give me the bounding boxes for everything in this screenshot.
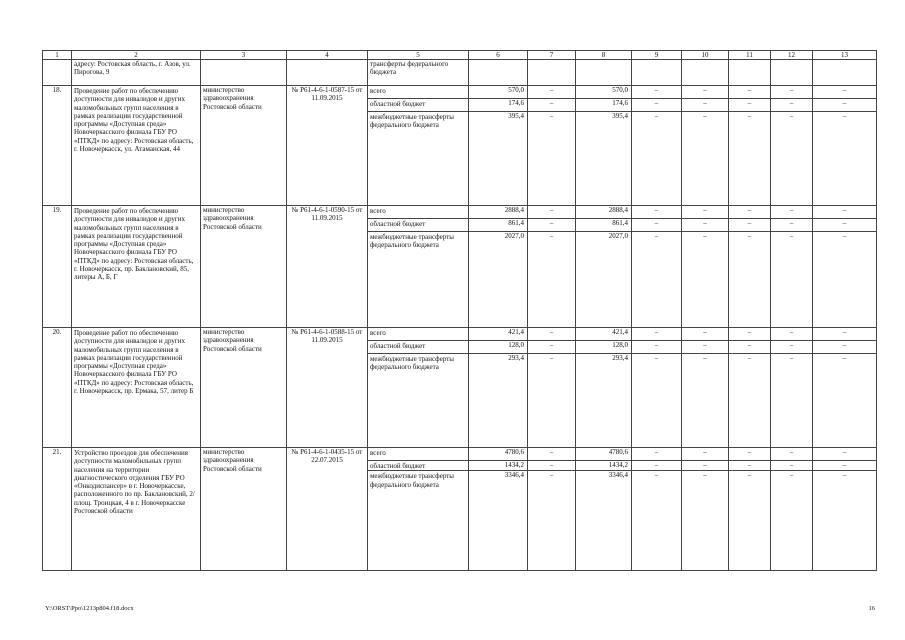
value-cell-c7: – bbox=[528, 354, 576, 448]
value-cell-c7: – bbox=[528, 86, 576, 99]
header-col-9: 9 bbox=[632, 51, 682, 60]
value-cell-c11: – bbox=[729, 219, 771, 232]
value-cell-c7: – bbox=[528, 232, 576, 328]
value-cell-c10: – bbox=[682, 328, 729, 341]
value-cell-c10: – bbox=[682, 206, 729, 219]
row-number: 18. bbox=[43, 86, 72, 206]
value-cell-c11: – bbox=[729, 112, 771, 206]
value-cell-c12: – bbox=[771, 471, 813, 571]
value-cell-c9: – bbox=[632, 448, 682, 461]
value-cell-c8: 2027,0 bbox=[576, 232, 632, 328]
value-cell-c11: – bbox=[729, 448, 771, 461]
value-cell-c13: – bbox=[813, 354, 877, 448]
object-name: Проведение работ по обеспечению доступности для инвалидов и других маломобильных групп населения в рамках реализации государственной программы «Доступная среда» Новочеркасского филиала ГБУ РО «ПТКД» по адресу: Ростовская область, г. Новочеркасск, пр. Баклановский, 85, литеры А, Б, Г bbox=[72, 206, 201, 328]
continuation-address: адресу: Ростовская область, г. Азов, ул. Пирогова, 9 bbox=[72, 60, 201, 86]
value-cell-c13: – bbox=[813, 471, 877, 571]
value-cell-c6: 861,4 bbox=[469, 219, 528, 232]
continuation-num bbox=[43, 60, 72, 86]
funding-source: всего bbox=[368, 448, 469, 461]
row-number: 21. bbox=[43, 448, 72, 571]
value-cell-c8: 861,4 bbox=[576, 219, 632, 232]
value-cell-c11: – bbox=[729, 86, 771, 99]
value-cell-c8: 4780,6 bbox=[576, 448, 632, 461]
continuation-source: трансферты федерального бюджета bbox=[368, 60, 469, 86]
header-col-8: 8 bbox=[576, 51, 632, 60]
responsible-ministry: министерство здравоохранения Ростовской области bbox=[201, 328, 287, 448]
value-cell-c10: – bbox=[682, 354, 729, 448]
value-cell-c13: – bbox=[813, 328, 877, 341]
value-cell-c13: – bbox=[813, 99, 877, 112]
value-cell-c13: – bbox=[813, 448, 877, 461]
responsible-ministry: министерство здравоохранения Ростовской области bbox=[201, 448, 287, 571]
value-cell-c12: – bbox=[771, 219, 813, 232]
funding-source: межбюджетные трансферты федерального бюджета bbox=[368, 232, 469, 328]
continuation-c12 bbox=[771, 60, 813, 86]
value-cell-c9: – bbox=[632, 328, 682, 341]
header-col-5: 5 bbox=[368, 51, 469, 60]
header-col-6: 6 bbox=[469, 51, 528, 60]
funding-source: областной бюджет bbox=[368, 99, 469, 112]
value-cell-c9: – bbox=[632, 86, 682, 99]
continuation-c11 bbox=[729, 60, 771, 86]
document-sheet bbox=[42, 50, 876, 571]
value-cell-c11: – bbox=[729, 232, 771, 328]
funding-source: межбюджетные трансферты федерального бюджета bbox=[368, 471, 469, 571]
value-cell-c6: 174,6 bbox=[469, 99, 528, 112]
value-cell-c6: 2027,0 bbox=[469, 232, 528, 328]
row-number: 20. bbox=[43, 328, 72, 448]
funding-source: областной бюджет bbox=[368, 341, 469, 354]
value-cell-c12: – bbox=[771, 206, 813, 219]
value-cell-c11: – bbox=[729, 206, 771, 219]
funding-source: межбюджетные трансферты федерального бюджета bbox=[368, 354, 469, 448]
value-cell-c7: – bbox=[528, 341, 576, 354]
header-col-12: 12 bbox=[771, 51, 813, 60]
value-cell-c10: – bbox=[682, 219, 729, 232]
funding-source: всего bbox=[368, 206, 469, 219]
funding-source: всего bbox=[368, 86, 469, 99]
value-cell-c9: – bbox=[632, 206, 682, 219]
value-cell-c7: – bbox=[528, 328, 576, 341]
header-col-3: 3 bbox=[201, 51, 287, 60]
value-cell-c8: 293,4 bbox=[576, 354, 632, 448]
value-cell-c12: – bbox=[771, 328, 813, 341]
responsible-ministry: министерство здравоохранения Ростовской области bbox=[201, 86, 287, 206]
value-cell-c12: – bbox=[771, 99, 813, 112]
value-cell-c13: – bbox=[813, 112, 877, 206]
value-cell-c8: 421,4 bbox=[576, 328, 632, 341]
value-cell-c12: – bbox=[771, 461, 813, 471]
continuation-c8 bbox=[576, 60, 632, 86]
value-cell-c6: 2888,4 bbox=[469, 206, 528, 219]
funding-source: межбюджетные трансферты федерального бюджета bbox=[368, 112, 469, 206]
value-cell-c9: – bbox=[632, 112, 682, 206]
value-cell-c11: – bbox=[729, 341, 771, 354]
value-cell-c6: 4780,6 bbox=[469, 448, 528, 461]
value-cell-c13: – bbox=[813, 219, 877, 232]
value-cell-c13: – bbox=[813, 341, 877, 354]
value-cell-c10: – bbox=[682, 86, 729, 99]
value-cell-c9: – bbox=[632, 99, 682, 112]
value-cell-c8: 3346,4 bbox=[576, 471, 632, 571]
continuation-row bbox=[43, 60, 877, 86]
value-cell-c6: 128,0 bbox=[469, 341, 528, 354]
continuation-c9 bbox=[632, 60, 682, 86]
value-cell-c12: – bbox=[771, 448, 813, 461]
value-cell-c9: – bbox=[632, 232, 682, 328]
value-cell-c11: – bbox=[729, 471, 771, 571]
value-cell-c8: 570,0 bbox=[576, 86, 632, 99]
table-row bbox=[43, 448, 877, 461]
object-name: Проведение работ по обеспечению доступности для инвалидов и других маломобильных групп населения в рамках реализации государственной программы «Доступная среда» Новочеркасского филиала ГБУ РО «ПТКД» по адресу: Ростовская область, г. Новочеркасск, ул. Атаманская, 44 bbox=[72, 86, 201, 206]
value-cell-c6: 570,0 bbox=[469, 86, 528, 99]
value-cell-c6: 1434,2 bbox=[469, 461, 528, 471]
value-cell-c6: 395,4 bbox=[469, 112, 528, 206]
value-cell-c11: – bbox=[729, 99, 771, 112]
value-cell-c10: – bbox=[682, 112, 729, 206]
object-name: Проведение работ по обеспечению доступности для инвалидов и других маломобильных групп населения в рамках реализации государственной программы «Доступная среда» Новочеркасского филиала ГБУ РО «ПТКД» по адресу: Ростовская область, г. Новочеркасск, пр. Ермака, 57, литер Б bbox=[72, 328, 201, 448]
continuation-c10 bbox=[682, 60, 729, 86]
value-cell-c12: – bbox=[771, 354, 813, 448]
value-cell-c9: – bbox=[632, 341, 682, 354]
value-cell-c12: – bbox=[771, 232, 813, 328]
funding-source: областной бюджет bbox=[368, 219, 469, 232]
continuation-c7 bbox=[528, 60, 576, 86]
header-col-11: 11 bbox=[729, 51, 771, 60]
expert-conclusion: № Р61-4-6-1-0590-15 от 11.09.2015 bbox=[287, 206, 368, 328]
value-cell-c9: – bbox=[632, 354, 682, 448]
value-cell-c9: – bbox=[632, 471, 682, 571]
value-cell-c8: 1434,2 bbox=[576, 461, 632, 471]
responsible-ministry: министерство здравоохранения Ростовской области bbox=[201, 206, 287, 328]
table-row bbox=[43, 206, 877, 219]
value-cell-c13: – bbox=[813, 461, 877, 471]
value-cell-c8: 395,4 bbox=[576, 112, 632, 206]
value-cell-c13: – bbox=[813, 206, 877, 219]
object-name: Устройство проездов для обеспечения доступности маломобильных групп населения на территории диагностического отделения ГБУ РО «Онкодиспансер» в г. Новочеркасске, расположенного по пр. Баклановский, 2/ площ. Троицкая, 4 в г. Новочеркасске Ростовской области bbox=[72, 448, 201, 571]
value-cell-c13: – bbox=[813, 232, 877, 328]
value-cell-c11: – bbox=[729, 461, 771, 471]
funding-source: областной бюджет bbox=[368, 461, 469, 471]
value-cell-c9: – bbox=[632, 461, 682, 471]
page-number: 16 bbox=[868, 605, 875, 612]
value-cell-c10: – bbox=[682, 99, 729, 112]
table-row bbox=[43, 86, 877, 99]
header-col-4: 4 bbox=[287, 51, 368, 60]
value-cell-c10: – bbox=[682, 232, 729, 328]
header-row bbox=[43, 51, 877, 60]
continuation-c6 bbox=[469, 60, 528, 86]
budget-table bbox=[42, 50, 877, 571]
expert-conclusion: № Р61-4-6-1-0435-15 от 22.07.2015 bbox=[287, 448, 368, 571]
header-col-13: 13 bbox=[813, 51, 877, 60]
header-col-7: 7 bbox=[528, 51, 576, 60]
value-cell-c6: 3346,4 bbox=[469, 471, 528, 571]
continuation-conclusion bbox=[287, 60, 368, 86]
continuation-ministry bbox=[201, 60, 287, 86]
value-cell-c12: – bbox=[771, 112, 813, 206]
value-cell-c12: – bbox=[771, 341, 813, 354]
value-cell-c9: – bbox=[632, 219, 682, 232]
value-cell-c11: – bbox=[729, 354, 771, 448]
value-cell-c7: – bbox=[528, 219, 576, 232]
expert-conclusion: № Р61-4-6-1-0588-15 от 11.09.2015 bbox=[287, 328, 368, 448]
header-col-2: 2 bbox=[72, 51, 201, 60]
header-col-1: 1 bbox=[43, 51, 72, 60]
value-cell-c8: 128,0 bbox=[576, 341, 632, 354]
file-path: Y:\ORST\Ppo\1213p804.f18.docx bbox=[45, 605, 134, 612]
value-cell-c6: 293,4 bbox=[469, 354, 528, 448]
header-col-10: 10 bbox=[682, 51, 729, 60]
value-cell-c12: – bbox=[771, 86, 813, 99]
value-cell-c7: – bbox=[528, 99, 576, 112]
value-cell-c7: – bbox=[528, 471, 576, 571]
value-cell-c8: 174,6 bbox=[576, 99, 632, 112]
table-row bbox=[43, 328, 877, 341]
value-cell-c10: – bbox=[682, 341, 729, 354]
value-cell-c7: – bbox=[528, 206, 576, 219]
value-cell-c10: – bbox=[682, 471, 729, 571]
value-cell-c8: 2888,4 bbox=[576, 206, 632, 219]
value-cell-c10: – bbox=[682, 461, 729, 471]
value-cell-c7: – bbox=[528, 448, 576, 461]
value-cell-c10: – bbox=[682, 448, 729, 461]
expert-conclusion: № Р61-4-6-1-0587-15 от 11.09.2015 bbox=[287, 86, 368, 206]
row-number: 19. bbox=[43, 206, 72, 328]
value-cell-c7: – bbox=[528, 461, 576, 471]
funding-source: всего bbox=[368, 328, 469, 341]
value-cell-c6: 421,4 bbox=[469, 328, 528, 341]
value-cell-c13: – bbox=[813, 86, 877, 99]
continuation-c13 bbox=[813, 60, 877, 86]
value-cell-c7: – bbox=[528, 112, 576, 206]
value-cell-c11: – bbox=[729, 328, 771, 341]
